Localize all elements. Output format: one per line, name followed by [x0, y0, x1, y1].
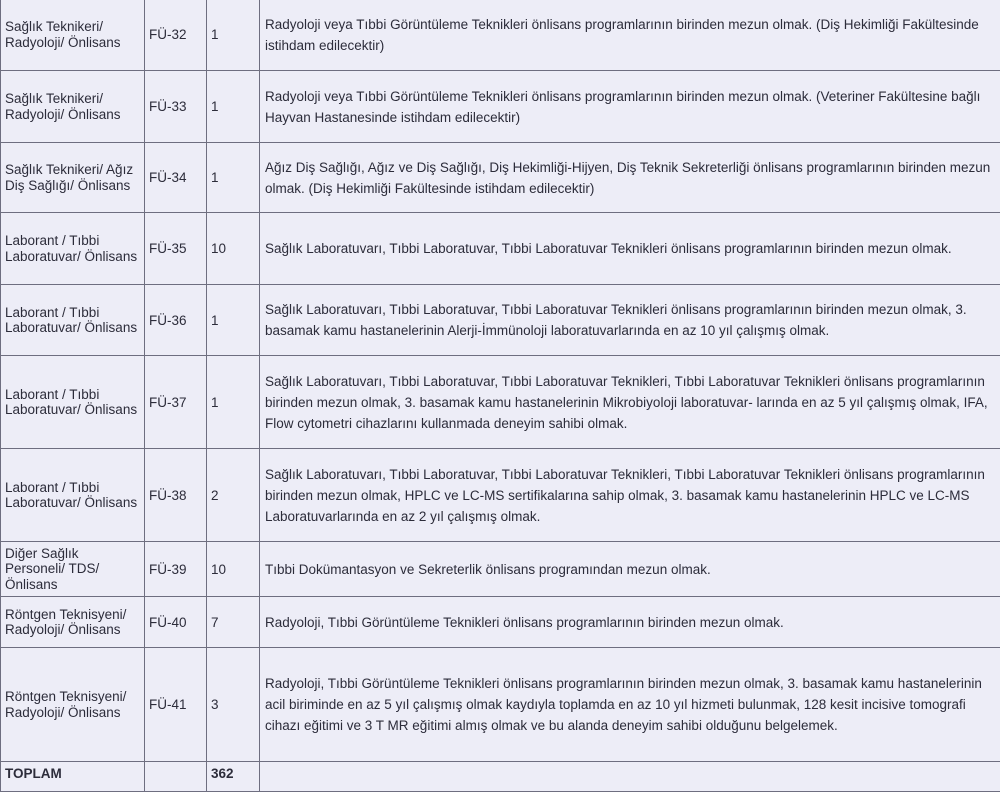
- position-title: Sağlık Teknikeri/ Ağız Diş Sağlığı/ Önlisans: [1, 143, 145, 213]
- position-count: 7: [207, 597, 260, 648]
- position-code: FÜ-34: [145, 143, 207, 213]
- position-code: FÜ-35: [145, 213, 207, 285]
- position-code: FÜ-38: [145, 449, 207, 542]
- position-count: 1: [207, 143, 260, 213]
- position-code: FÜ-33: [145, 71, 207, 143]
- position-title: Röntgen Teknisyeni/ Radyoloji/ Önlisans: [1, 648, 145, 762]
- table-row: [1, 356, 1000, 449]
- position-code: FÜ-36: [145, 285, 207, 356]
- total-empty-cell: [260, 762, 1000, 792]
- table-row: [1, 648, 1000, 762]
- table-row: [1, 542, 1000, 597]
- position-code: FÜ-39: [145, 542, 207, 597]
- total-label: TOPLAM: [1, 762, 145, 792]
- position-requirement: Radyoloji, Tıbbi Görüntüleme Teknikleri önlisans programlarının birinden mezun olmak.: [260, 597, 1000, 648]
- position-count: 1: [207, 356, 260, 449]
- total-row: [1, 762, 1000, 792]
- position-code: FÜ-40: [145, 597, 207, 648]
- position-requirement: Sağlık Laboratuvarı, Tıbbi Laboratuvar, Tıbbi Laboratuvar Teknikleri önlisans programlarının birinden mezun olmak, 3. basamak kamu hastanelerinin Alerji-İmmünoloji laboratuvarlarında en az 10 yıl çalışmış olmak.: [260, 285, 1000, 356]
- position-requirement: Radyoloji, Tıbbi Görüntüleme Teknikleri önlisans programlarının birinden mezun olmak, 3. basamak kamu hastanelerinin acil biriminde en az 5 yıl çalışmış olmak kaydıyla toplamda en az 10 yıl hizmeti bulunmak, 128 kesit incisive tomografi cihazı eğitimi ve 3 T MR eğitimi almış olmak ve bu alanda deneyim sahibi olduğunu belgelemek.: [260, 648, 1000, 762]
- position-requirement: Tıbbi Dokümantasyon ve Sekreterlik önlisans programından mezun olmak.: [260, 542, 1000, 597]
- total-empty-cell: [145, 762, 207, 792]
- table-row: [1, 0, 1000, 71]
- position-title: Diğer Sağlık Personeli/ TDS/Önlisans: [1, 542, 145, 597]
- position-code: FÜ-37: [145, 356, 207, 449]
- position-requirement: Radyoloji veya Tıbbi Görüntüleme Teknikleri önlisans programlarının birinden mezun olmak. (Veteriner Fakültesine bağlı Hayvan Hastanesinde istihdam edilecektir): [260, 71, 1000, 143]
- position-code: FÜ-41: [145, 648, 207, 762]
- position-title: Röntgen Teknisyeni/ Radyoloji/ Önlisans: [1, 597, 145, 648]
- total-value: 362: [207, 762, 260, 792]
- position-title: Sağlık Teknikeri/ Radyoloji/ Önlisans: [1, 0, 145, 71]
- table-row: [1, 213, 1000, 285]
- position-requirement: Radyoloji veya Tıbbi Görüntüleme Teknikleri önlisans programlarının birinden mezun olmak. (Diş Hekimliği Fakültesinde istihdam edilecektir): [260, 0, 1000, 71]
- table-row: [1, 597, 1000, 648]
- position-title: Laborant / Tıbbi Laboratuvar/ Önlisans: [1, 356, 145, 449]
- position-count: 1: [207, 285, 260, 356]
- position-title: Laborant / Tıbbi Laboratuvar/ Önlisans: [1, 285, 145, 356]
- table-row: [1, 285, 1000, 356]
- position-title: Sağlık Teknikeri/ Radyoloji/ Önlisans: [1, 71, 145, 143]
- position-title: Laborant / Tıbbi Laboratuvar/ Önlisans: [1, 213, 145, 285]
- position-count: 2: [207, 449, 260, 542]
- position-requirement: Sağlık Laboratuvarı, Tıbbi Laboratuvar, Tıbbi Laboratuvar Teknikleri önlisans programlarının birinden mezun olmak.: [260, 213, 1000, 285]
- position-requirement: Sağlık Laboratuvarı, Tıbbi Laboratuvar, Tıbbi Laboratuvar Teknikleri, Tıbbi Laboratuvar Teknikleri önlisans programlarının birinden mezun olmak, 3. basamak kamu hastanelerinin Mikrobiyoloji laboratuvar- larında en az 5 yıl çalışmış olmak, IFA, Flow cytometri cihazlarını kullanmada deneyim sahibi olmak.: [260, 356, 1000, 449]
- position-code: FÜ-32: [145, 0, 207, 71]
- position-requirement: Sağlık Laboratuvarı, Tıbbi Laboratuvar, Tıbbi Laboratuvar Teknikleri, Tıbbi Laboratuvar Teknikleri önlisans programlarının birinden mezun olmak, HPLC ve LC-MS sertifikalarına sahip olmak, 3. basamak kamu hastanelerinin HPLC ve LC-MS Laboratuvarlarında en az 2 yıl çalışmış olmak.: [260, 449, 1000, 542]
- position-title: Laborant / Tıbbi Laboratuvar/ Önlisans: [1, 449, 145, 542]
- table-row: [1, 71, 1000, 143]
- position-count: 1: [207, 0, 260, 71]
- table-row: [1, 143, 1000, 213]
- position-count: 3: [207, 648, 260, 762]
- position-requirement: Ağız Diş Sağlığı, Ağız ve Diş Sağlığı, Diş Hekimliği-Hijyen, Diş Teknik Sekreterliği önlisans programlarının birinden mezun olmak. (Diş Hekimliği Fakültesinde istihdam edilecektir): [260, 143, 1000, 213]
- position-count: 1: [207, 71, 260, 143]
- table-row: [1, 449, 1000, 542]
- position-count: 10: [207, 542, 260, 597]
- position-count: 10: [207, 213, 260, 285]
